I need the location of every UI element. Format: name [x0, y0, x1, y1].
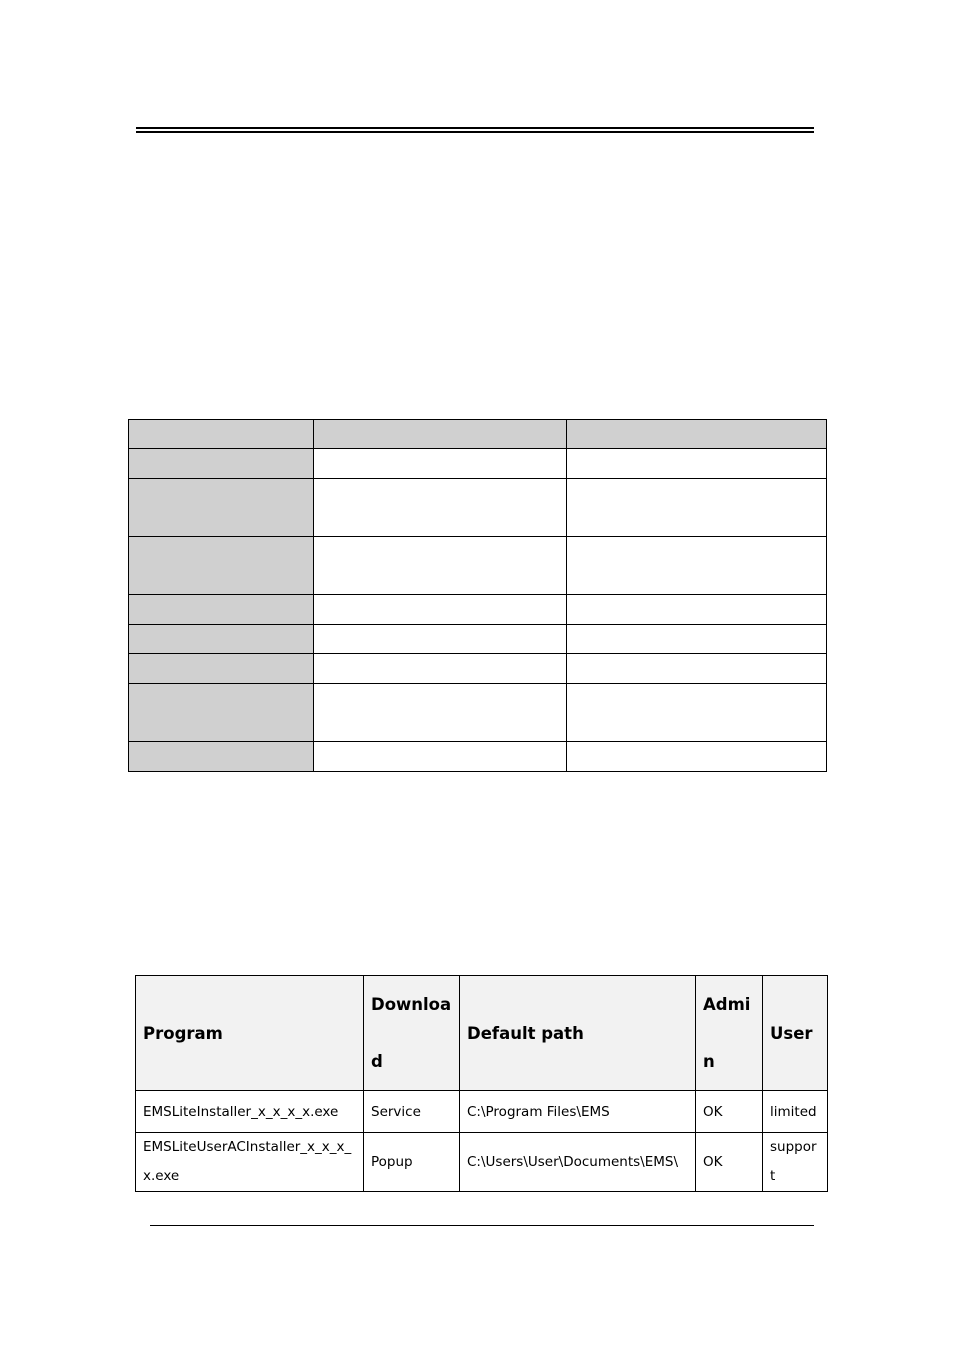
user-cell: limited [763, 1091, 828, 1133]
table-cell [314, 479, 567, 537]
table-row [129, 625, 827, 654]
table-cell [129, 684, 314, 742]
user-cell: support [763, 1133, 828, 1192]
table-cell [314, 449, 567, 479]
table-row [129, 479, 827, 537]
table-cell [314, 742, 567, 772]
program-cell: EMSLiteUserACInstaller_x_x_x_x.exe [136, 1133, 364, 1192]
header-program: Program [136, 976, 364, 1091]
table-cell [567, 654, 827, 684]
table-cell [567, 595, 827, 625]
table-cell [567, 449, 827, 479]
table-row [129, 654, 827, 684]
table-header-row [129, 420, 827, 449]
table-cell [129, 742, 314, 772]
table-cell [314, 537, 567, 595]
table-cell [129, 595, 314, 625]
table-cell [129, 625, 314, 654]
table-cell [129, 537, 314, 595]
header-user: User [763, 976, 828, 1091]
header-default-path: Default path [460, 976, 696, 1091]
table-cell [314, 420, 567, 449]
header-admin: Admin [696, 976, 763, 1091]
admin-cell: OK [696, 1091, 763, 1133]
admin-cell: OK [696, 1133, 763, 1192]
table-cell [314, 654, 567, 684]
table-cell [314, 595, 567, 625]
table-row [136, 1133, 828, 1192]
spec-table [128, 419, 827, 772]
path-cell: C:\Program Files\EMS [460, 1091, 696, 1133]
header-download: Download [364, 976, 460, 1091]
table-cell [567, 420, 827, 449]
table-row [129, 595, 827, 625]
download-cell: Popup [364, 1133, 460, 1192]
table-row [129, 684, 827, 742]
table-cell [129, 420, 314, 449]
table-cell [129, 654, 314, 684]
download-cell: Service [364, 1091, 460, 1133]
table-cell [129, 479, 314, 537]
path-cell: C:\Users\User\Documents\EMS\ [460, 1133, 696, 1192]
table-row [129, 449, 827, 479]
footer-rule [150, 1225, 814, 1226]
table-header-row [136, 976, 828, 1091]
table-cell [567, 479, 827, 537]
table-row [136, 1091, 828, 1133]
table-cell [567, 625, 827, 654]
table-cell [567, 684, 827, 742]
table-cell [314, 684, 567, 742]
header-rule [136, 131, 814, 133]
header-rule [136, 127, 814, 129]
table-row [129, 537, 827, 595]
table-cell [567, 742, 827, 772]
table-row [129, 742, 827, 772]
table-cell [129, 449, 314, 479]
table-cell [314, 625, 567, 654]
table-cell [567, 537, 827, 595]
installer-table [135, 975, 828, 1192]
program-cell: EMSLiteInstaller_x_x_x_x.exe [136, 1091, 364, 1133]
